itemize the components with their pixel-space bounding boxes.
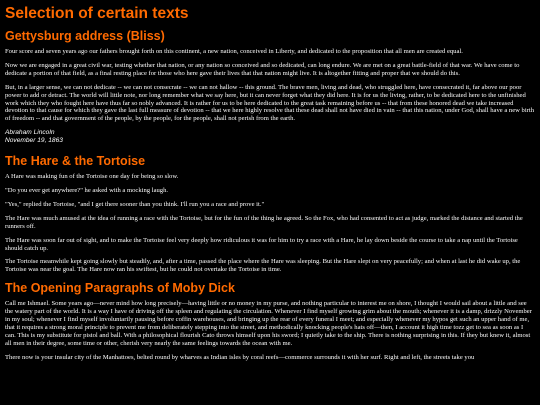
hare-section [5,153,535,274]
hare-heading: The Hare & the Tortoise [5,154,146,169]
hare-paragraph-2: "Do you ever get anywhere?" he asked with a mocking laugh. [5,186,169,194]
gettysburg-date: November 19, 1863 [5,137,63,145]
hare-paragraph-3: "Yes," replied the Tortoise, "and I get there sooner than you think. I'll run you a race and prove it." [5,200,265,208]
hare-paragraph-6: The Tortoise meanwhile kept going slowly but steadily, and, after a time, passed the place where the Hare was sleeping. But the Hare slept on very peacefully; and when at last he did wake up, the Tortoise was near the goal. The Hare now ran his swiftest, but he could not overtake the Tortoise in time. [5,258,521,274]
gettysburg-paragraph-1: Four score and seven years ago our fathers brought forth on this continent, a new nation, conceived in Liberty, and dedicated to the proposition that all men are created equal. [5,48,463,55]
gettysburg-paragraph-2: Now we are engaged in a great civil war, testing whether that nation, or any nation so conceived and so dedicated, can long endure. We are met on a great battle-field of that war. We have come to dedicate a portion of that field, as a final resting place for those who here gave their lives that that nation might live. It is altogether fitting and proper that we should do this. [5,61,520,77]
gettysburg-paragraph-3: But, in a larger sense, we can not dedicate -- we can not consecrate -- we can not hallow -- this ground. The brave men, living and dead, who struggled here, have consecrated it, far above our poor power to add or detract. The world will little note, nor long remember what we say here, but it can never forget what they did here. It is for us the living, rather, to be dedicated here to the unfinished work which they who fought here have thus far so nobly advanced. It is rather for us to be here dedicated to the great task remaining before us -- that from these honored dead we take increased devotion to that cause for which they gave the last full measure of devotion -- that we here highly resolve that these dead shall not have died in vain -- that this nation, under God, shall have a new birth of freedom -- and that government of the people, by the people, for the people, shall not perish from the earth. [5,83,534,123]
gettysburg-signature [5,129,535,145]
hare-paragraph-4: The Hare was much amused at the idea of running a race with the Tortoise, but for the fun of the thing he agreed. So the Fox, who had consented to act as judge, marked the distance and started the runners off. [5,214,523,230]
moby-paragraph-1: Call me Ishmael. Some years ago—never mind how long precisely—having little or no money in my purse, and nothing particular to interest me on shore, I thought I would sail about a little and see the watery part of the world. It is a way I have of driving off the spleen and regulating the circulation. Whenever I find myself growing grim about the mouth; whenever it is a damp, drizzly November in my soul; whenever I find myself involuntarily pausing before coffin warehouses, and bringing up the rear of every funeral I meet; and especially whenever my hypos get such an upper hand of me, that it requires a strong moral principle to prevent me from deliberately stepping into the street, and methodically knocking people's hats off—then, I account it high time tozz get to sea as soon as I can. This is my substitute for pistol and ball. With a philosophical flourish Cato throws himself upon his sword; I quietly take to the ship. There is nothing surprising in this. If they but knew it, almost all men in their degree, some time or other, cherish very nearly the same feelings towards the ocean with me. [5,300,532,347]
moby-paragraph-2: There now is your insular city of the Manhattoes, belted round by wharves as Indian isles by coral reefs—commerce surrounds it with her surf. Right and left, the streets take you [5,353,475,361]
hare-paragraph-1: A Hare was making fun of the Tortoise one day for being so slow. [5,173,179,181]
gettysburg-section [5,28,535,145]
hare-paragraph-5: The Hare was soon far out of sight, and to make the Tortoise feel very deeply how ridiculous it was for him to try a race with a Hare, he lay down beside the course to take a nap until the Tortoise should catch up. [5,236,518,252]
page-title: Selection of certain texts [5,5,189,22]
gettysburg-heading: Gettysburg address (Bliss) [5,29,165,43]
moby-section [5,280,535,361]
moby-heading: The Opening Paragraphs of Moby Dick [5,281,235,296]
gettysburg-author: Abraham Lincoln [5,129,55,137]
